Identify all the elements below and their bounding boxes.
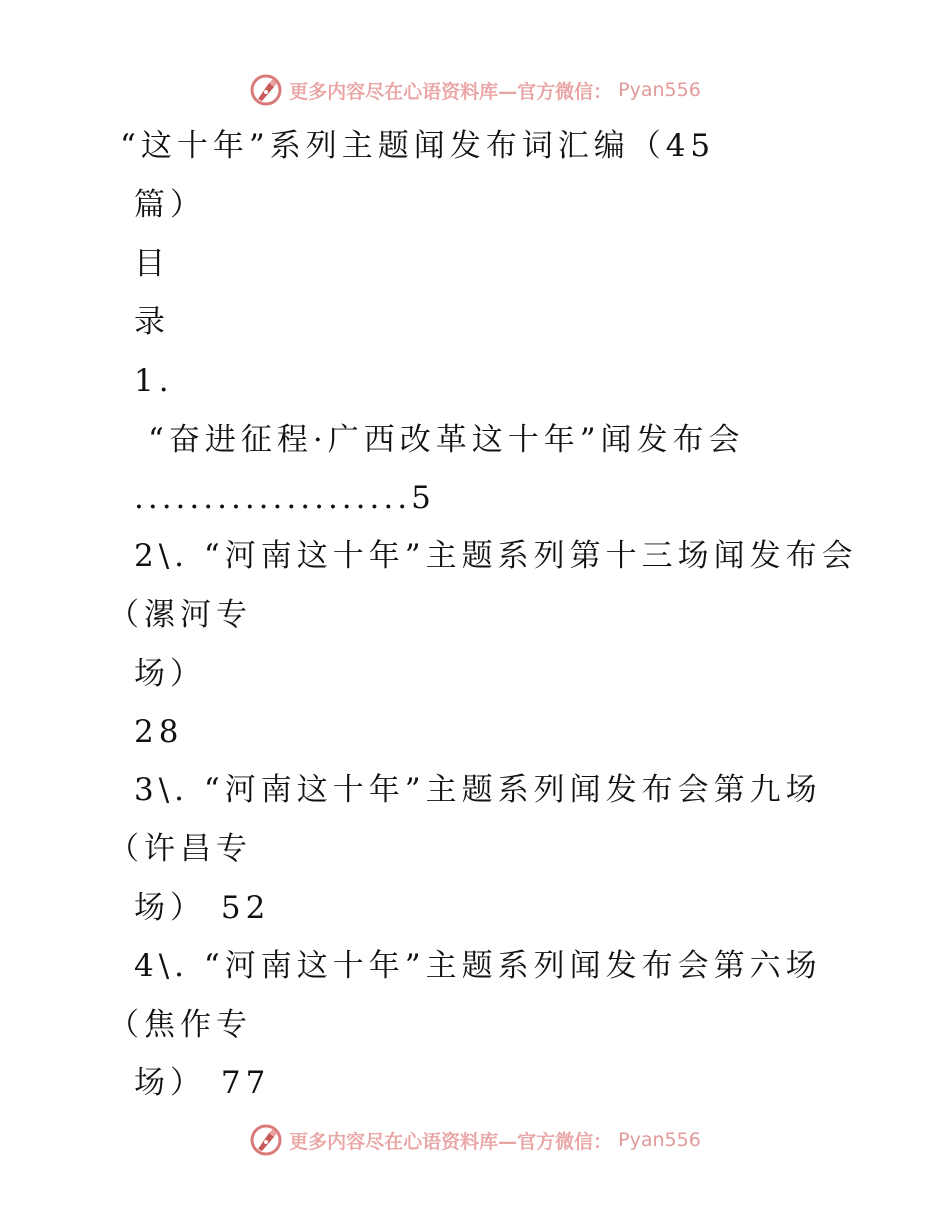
toc-entry-2-title-end: 场） <box>134 656 206 692</box>
toc-entry-3-title-cont: （许昌专 <box>108 831 252 867</box>
toc-entry-2-title: 2\. “河南这十年”主题系列第十三场闻发布会 <box>134 538 858 574</box>
toc-entry-3-title-end-page: 场） 52 <box>134 890 271 926</box>
toc-entry-3-title: 3\. “河南这十年”主题系列闻发布会第九场 <box>134 772 822 808</box>
pen-nib-logo-icon <box>249 1123 283 1157</box>
document-title-line-2: 篇） <box>134 187 206 223</box>
toc-entry-4-title: 4\. “河南这十年”主题系列闻发布会第六场 <box>134 948 822 984</box>
toc-entry-2-title-cont: （漯河专 <box>108 597 252 633</box>
toc-entry-2-page: 28 <box>134 714 184 750</box>
toc-entry-1-page: ....................5 <box>134 480 435 516</box>
document-title-line-1: “这十年”系列主题闻发布词汇编（45 <box>120 128 716 164</box>
toc-entry-4-title-end-page: 场） 77 <box>134 1065 271 1101</box>
watermark-wechat-id: Pyan556 <box>618 1129 701 1151</box>
watermark-text: 更多内容尽在心语资料库—官方微信： <box>289 80 613 103</box>
watermark-wechat-id: Pyan556 <box>618 79 701 101</box>
toc-heading-char-1: 目 <box>134 246 170 282</box>
toc-entry-1-title: “奋进征程·广西改革这十年”闻发布会 <box>148 422 745 458</box>
watermark-text: 更多内容尽在心语资料库—官方微信： <box>289 1130 613 1153</box>
pen-nib-logo-icon <box>249 73 283 107</box>
header-watermark <box>0 70 950 110</box>
toc-entry-1-number: 1. <box>134 363 174 399</box>
footer-watermark <box>0 1120 950 1160</box>
toc-heading-char-2: 录 <box>134 304 170 340</box>
toc-entry-4-title-cont: （焦作专 <box>108 1007 252 1043</box>
